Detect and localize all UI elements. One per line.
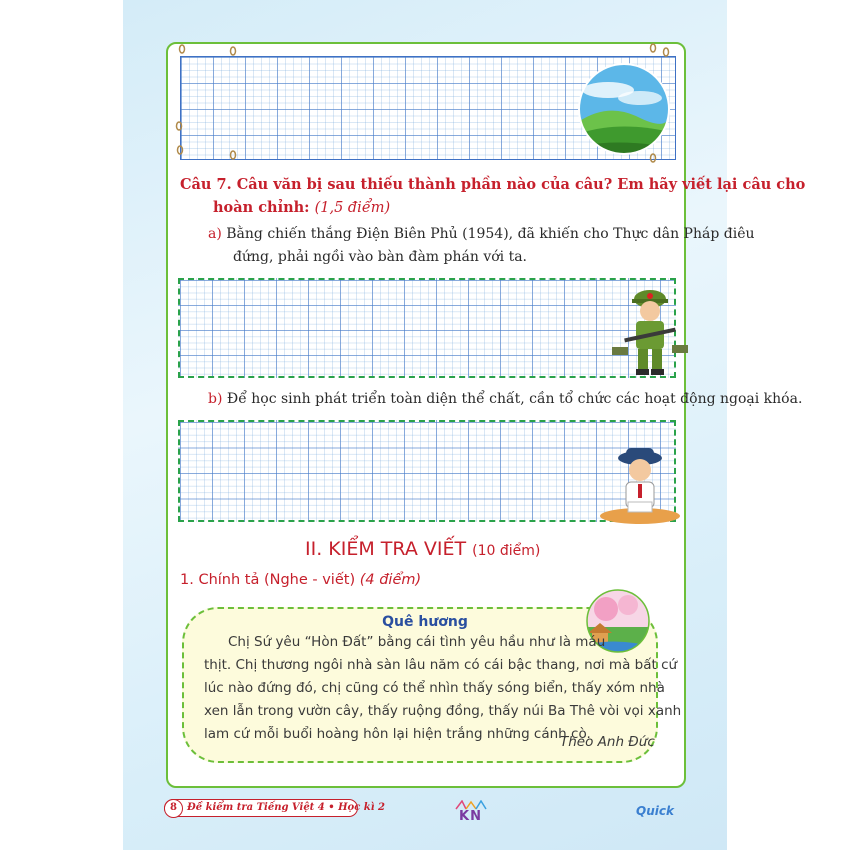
soldier-illustration: [610, 285, 690, 380]
dictation-points: (4 điểm): [359, 572, 422, 588]
footer-book-title: [164, 799, 385, 817]
brand-text: Quick: [636, 804, 674, 818]
brand-logo: [636, 800, 674, 819]
question-7a-line1: [208, 226, 755, 242]
passage-author: Theo Anh Đức: [560, 734, 655, 750]
section-2-title: II. KIỂM TRA VIẾT: [305, 538, 467, 560]
student-illustration: [598, 444, 682, 524]
book-title: Đề kiểm tra Tiếng Việt 4 • Học kì 2: [187, 802, 385, 813]
question-7b-marker: b): [208, 391, 223, 407]
question-7a-marker: a): [208, 226, 222, 242]
passage-line: Chị Sứ yêu “Hòn Đất” bằng cái tình yêu hầu như là máu: [228, 634, 606, 650]
question-7a-line2: đứng, phải ngồi vào bàn đàm phán với ta.: [233, 249, 528, 265]
question-7a-text: Bằng chiến thắng Điện Biên Phủ (1954), đã khiến cho Thực dân Pháp điêu: [226, 226, 755, 242]
question-7-title-cont: [213, 199, 390, 216]
passage-title: Quê hương: [382, 614, 468, 630]
page-number: 8: [164, 799, 183, 818]
passage-line: lam cứ mỗi buổi hoàng hôn lại hiện trắng những cánh cò.: [204, 726, 591, 742]
question-7-points: (1,5 điểm): [314, 200, 391, 216]
landscape-illustration: [578, 62, 670, 156]
passage-line: thịt. Chị thương ngôi nhà sàn lâu năm có cái bậc thang, nơi mà bất cứ: [204, 657, 678, 673]
publisher-logo: [454, 800, 488, 824]
question-7b-line: [208, 391, 802, 407]
section-2-points: (10 điểm): [472, 543, 541, 559]
passage-line: xen lẫn trong vườn cây, thấy ruộng đồng, thấy núi Ba Thê vòi vọi xanh: [204, 703, 682, 719]
section-2-heading: [305, 538, 540, 560]
dictation-subheading: [180, 572, 421, 588]
dictation-label: 1. Chính tả (Nghe - viết): [180, 572, 356, 588]
logo-text: KN: [459, 809, 482, 824]
passage-line: lúc nào đứng đó, chị cũng có thể nhìn thấy sóng biển, thấy xóm nhà: [204, 680, 665, 696]
question-7-title-end: hoàn chỉnh:: [213, 199, 310, 216]
question-7-title: Câu 7. Câu văn bị sau thiếu thành phần nào của câu? Em hãy viết lại câu cho: [180, 176, 806, 193]
question-7b-text: Để học sinh phát triển toàn diện thể chất, cần tổ chức các hoạt động ngoại khóa.: [226, 391, 803, 407]
writing-grid-a[interactable]: [178, 278, 676, 378]
